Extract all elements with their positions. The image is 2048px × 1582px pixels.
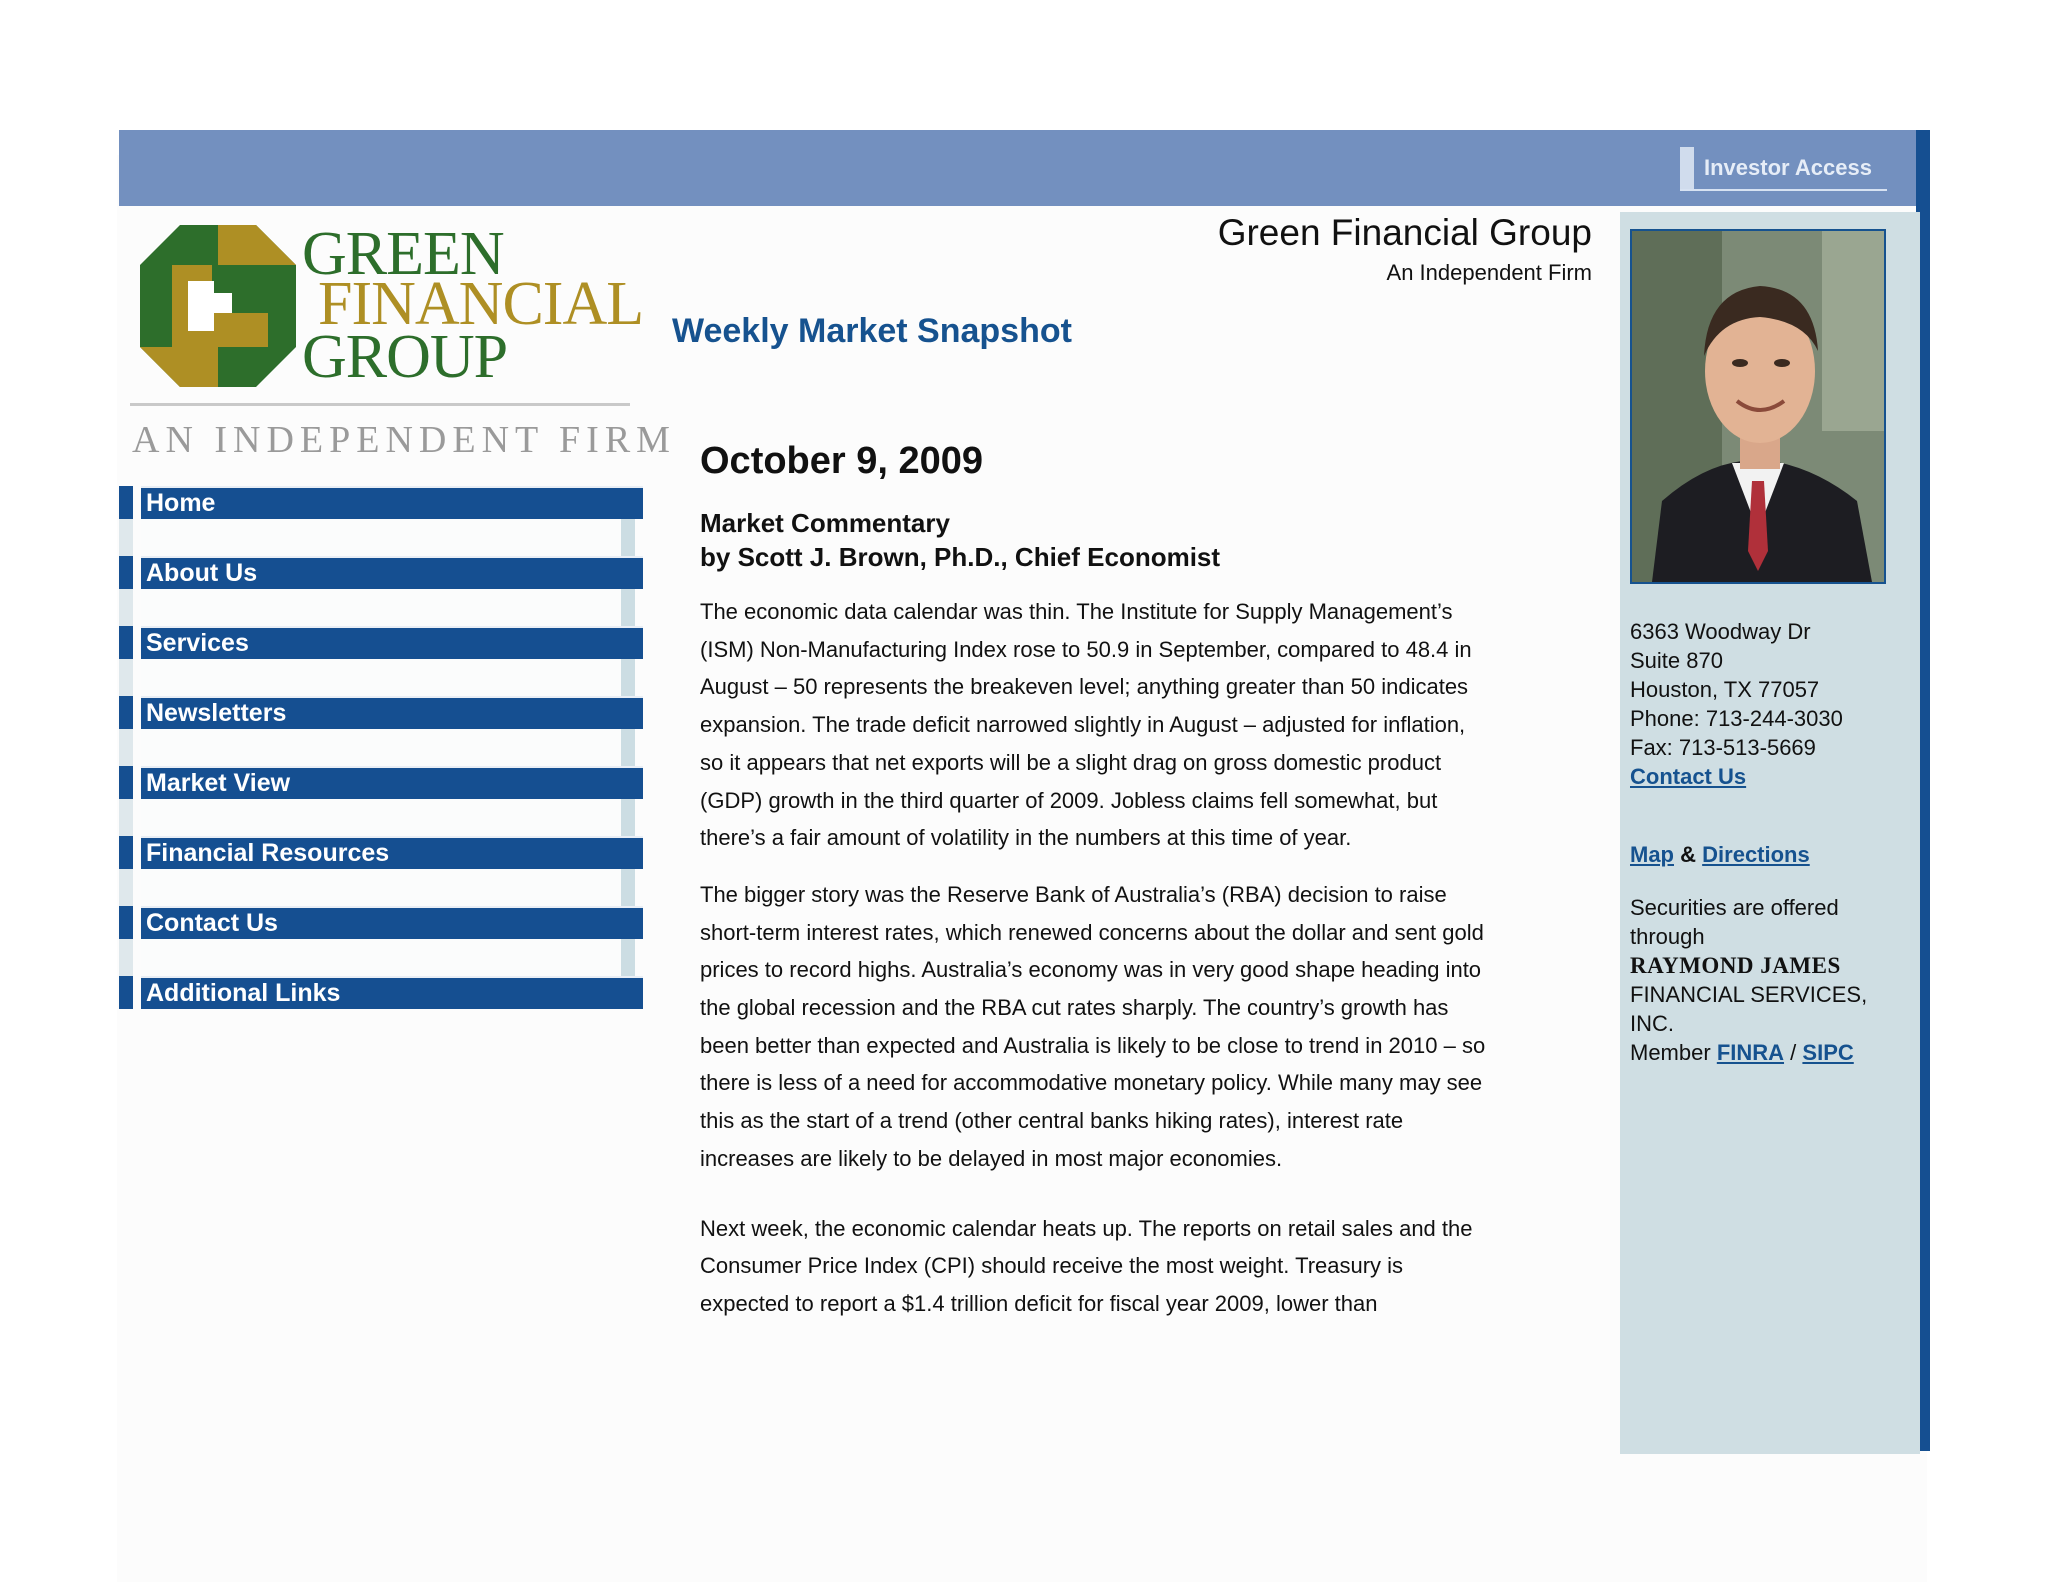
article-heading: Market Commentary (700, 508, 950, 538)
finra-link[interactable]: FINRA (1716, 1040, 1785, 1065)
article-byline: by Scott J. Brown, Ph.D., Chief Economist (700, 542, 1221, 572)
fax-number: Fax: 713-513-5669 (1630, 735, 1816, 760)
nav-spacer (119, 589, 643, 626)
nav-item-about-us[interactable] (119, 556, 643, 589)
map-directions-line (1630, 842, 1810, 868)
nav-marker (119, 556, 133, 589)
logo-divider (130, 403, 630, 406)
nav-item-additional-links[interactable] (119, 976, 643, 1009)
nav-item-home[interactable] (119, 486, 643, 519)
securities-disclosure (1630, 893, 1915, 1067)
office-address (1630, 617, 1843, 791)
nav-item-contact-us[interactable] (119, 906, 643, 939)
nav-marker (119, 836, 133, 869)
nav-spacer (119, 869, 643, 906)
article-paragraph: Next week, the economic calendar heats up. The reports on retail sales and the Consumer Price Index (CPI) should receive the most weight. Treasury is expected to report a $1.4 trillion deficit for fiscal year 2009, lower than (700, 1215, 1473, 1316)
address-street: 6363 Woodway Dr (1630, 619, 1811, 644)
nav-label: Home (146, 489, 216, 517)
nav-spacer (119, 939, 643, 976)
slash-separator: / (1790, 1040, 1797, 1065)
nav-spacer (119, 799, 643, 836)
nav-marker (119, 976, 133, 1009)
investor-access-link[interactable] (1680, 147, 1887, 191)
phone-number: Phone: 713-244-3030 (1630, 706, 1843, 731)
nav-item-services[interactable] (119, 626, 643, 659)
nav-label: Contact Us (146, 909, 278, 937)
nav-item-newsletters[interactable] (119, 696, 643, 729)
address-city: Houston, TX 77057 (1630, 677, 1820, 702)
site-title: Green Financial Group (1217, 212, 1592, 253)
directions-link[interactable]: Directions (1702, 842, 1810, 867)
ampersand: & (1680, 842, 1697, 867)
nav-label: Newsletters (146, 699, 287, 727)
article (700, 438, 1490, 1323)
member-prefix: Member (1630, 1040, 1711, 1065)
nav-spacer (119, 659, 643, 696)
map-link[interactable]: Map (1630, 842, 1674, 867)
nav-label: Financial Resources (146, 839, 390, 867)
raymond-james-name: RAYMOND JAMES (1630, 953, 1841, 978)
advisor-photo-image (1632, 231, 1884, 582)
logo-text-financial: FINANCIAL (318, 270, 644, 338)
article-paragraph: The economic data calendar was thin. The Institute for Supply Management’s (ISM) Non-Manufacturing Index rose to 50.9 in September, compared to 48.4 in August – 50 represents the breakeven level; anything greater than 50 indicates expansion. The trade deficit narrowed slightly in August – adjusted for inflation, so it appears that net exports will be a slight drag on gross domestic product (GDP) growth in the third quarter of 2009. Jobless claims fell somewhat, but there’s a fair amount of volatility in the numbers at this time of year. (700, 599, 1472, 851)
logo-text-group: GROUP (302, 323, 508, 391)
article-date: October 9, 2009 (700, 440, 984, 482)
advisor-photo (1630, 229, 1886, 584)
financial-services-text: FINANCIAL SERVICES, INC. (1630, 982, 1868, 1036)
nav-marker (119, 906, 133, 939)
nav-marker (119, 486, 133, 519)
nav-item-market-view[interactable] (119, 766, 643, 799)
nav-label: Additional Links (146, 979, 341, 1007)
investor-access-label: Investor Access (1704, 155, 1872, 180)
article-paragraph: The bigger story was the Reserve Bank of Australia’s (RBA) decision to raise short-term interest rates, which renewed concerns about the dollar and sent gold prices to record highs. Australia’s economy was in very good shape heading into the global recession and the RBA cut rates sharply. The country’s growth has been better than expected and Australia is likely to be close to trend in 2010 – so there is less of a need for accommodative monetary policy. While many may see this as the start of a trend (other central banks hiking rates), interest rate increases are likely to be delayed in most major economies. (700, 881, 1486, 1171)
nav-marker (119, 696, 133, 729)
nav-label: Market View (146, 769, 291, 797)
nav-item-financial-resources[interactable] (119, 836, 643, 869)
nav-spacer (119, 729, 643, 766)
nav-label: About Us (146, 559, 258, 587)
company-logo[interactable] (124, 218, 676, 463)
nav-label: Services (146, 629, 249, 657)
logo-tagline: AN INDEPENDENT FIRM (132, 419, 676, 461)
sipc-link[interactable]: SIPC (1802, 1040, 1854, 1065)
top-bar (119, 130, 1923, 206)
investor-access-marker (1680, 147, 1694, 189)
nav-marker (119, 766, 133, 799)
sidebar (1620, 212, 1920, 1454)
nav-spacer (119, 519, 643, 556)
contact-us-link[interactable]: Contact Us (1630, 764, 1747, 789)
address-suite: Suite 870 (1630, 648, 1723, 673)
securities-text: Securities are offered through (1630, 895, 1839, 949)
logo-text-green: GREEN (302, 220, 504, 288)
nav-bar (141, 486, 643, 519)
logo-emblem-icon (132, 221, 304, 391)
nav-marker (119, 626, 133, 659)
page-title: Weekly Market Snapshot (672, 312, 1072, 350)
site-subtitle: An Independent Firm (1386, 260, 1592, 285)
